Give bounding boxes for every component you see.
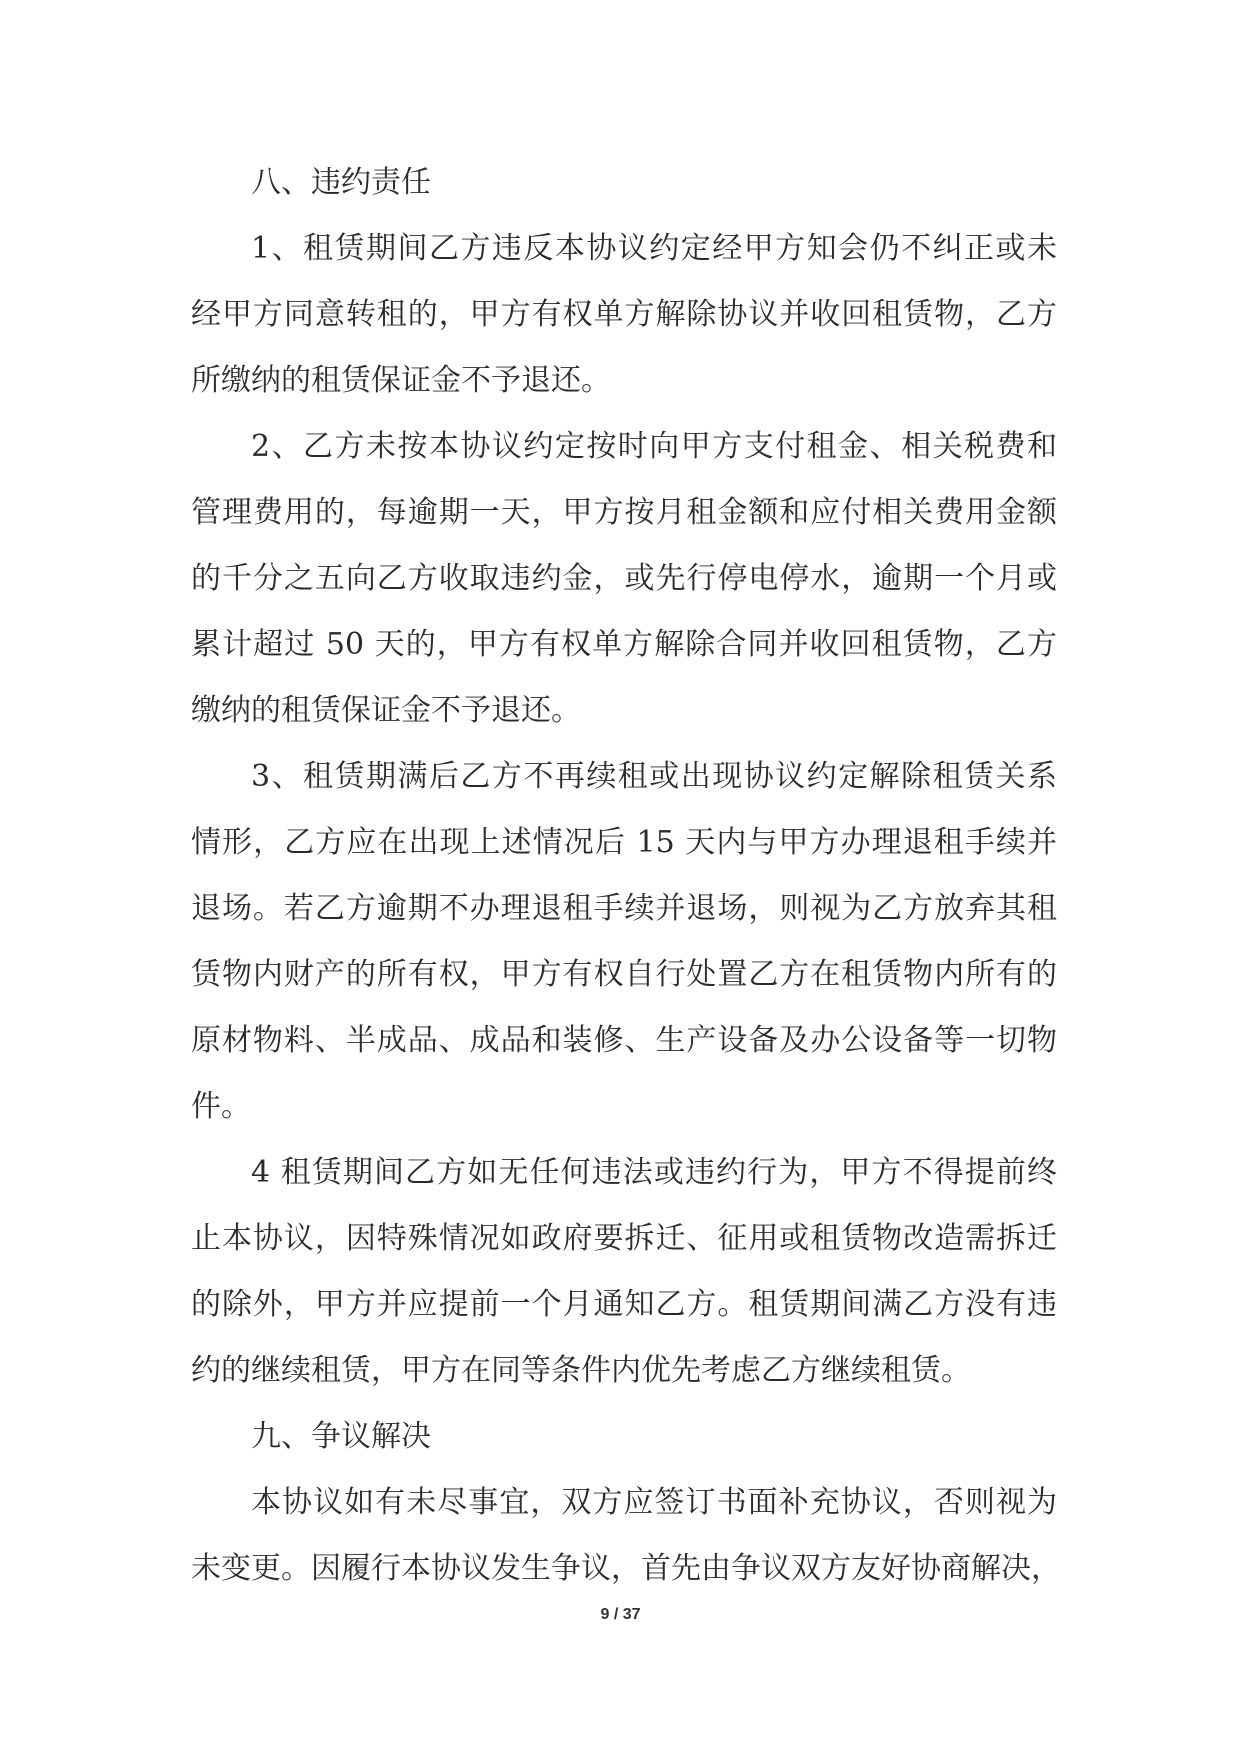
paragraph-line: 本协议如有未尽事宜，双方应签订书面补充协议，否则视为 [251,1485,1057,1520]
paragraph-line: 情形，乙方应在出现上述情况后 15 天内与甲方办理退租手续并 [191,825,1057,860]
paragraph-line: 管理费用的，每逾期一天，甲方按月租金额和应付相关费用金额 [191,495,1057,530]
paragraph-line: 累计超过 50 天的，甲方有权单方解除合同并收回租赁物，乙方 [191,627,1057,662]
section-heading-dispute-resolution: 九、争议解决 [251,1419,431,1454]
section-heading-breach-liability: 八、违约责任 [251,165,431,200]
paragraph-line: 的千分之五向乙方收取违约金，或先行停电停水，逾期一个月或 [191,561,1057,596]
paragraph-line: 未变更。因履行本协议发生争议，首先由争议双方友好协商解决， [191,1551,1061,1586]
paragraph-line: 止本协议，因特殊情况如政府要拆迁、征用或租赁物改造需拆迁 [191,1221,1057,1256]
paragraph-line: 退场。若乙方逾期不办理退租手续并退场，则视为乙方放弃其租 [191,891,1057,926]
paragraph-line: 经甲方同意转租的，甲方有权单方解除协议并收回租赁物，乙方 [191,297,1057,332]
paragraph-line: 1、租赁期间乙方违反本协议约定经甲方知会仍不纠正或未 [251,231,1057,266]
paragraph-line: 的除外，甲方并应提前一个月通知乙方。租赁期间满乙方没有违 [191,1287,1057,1322]
paragraph-line: 赁物内财产的所有权，甲方有权自行处置乙方在租赁物内所有的 [191,957,1057,992]
paragraph-line: 4 租赁期间乙方如无任何违法或违约行为，甲方不得提前终 [251,1155,1057,1190]
paragraph-line: 所缴纳的租赁保证金不予退还。 [191,363,611,398]
paragraph-line: 2、乙方未按本协议约定按时向甲方支付租金、相关税费和 [251,429,1057,464]
paragraph-line: 3、租赁期满后乙方不再续租或出现协议约定解除租赁关系 [251,759,1057,794]
paragraph-line: 件。 [191,1089,251,1124]
document-body [191,150,1061,1602]
page-number: 9 / 37 [600,1606,641,1623]
paragraph-line: 缴纳的租赁保证金不予退还。 [191,693,581,728]
paragraph-line: 约的继续租赁，甲方在同等条件内优先考虑乙方继续租赁。 [191,1353,971,1388]
paragraph-line: 原材物料、半成品、成品和装修、生产设备及办公设备等一切物 [191,1023,1057,1058]
